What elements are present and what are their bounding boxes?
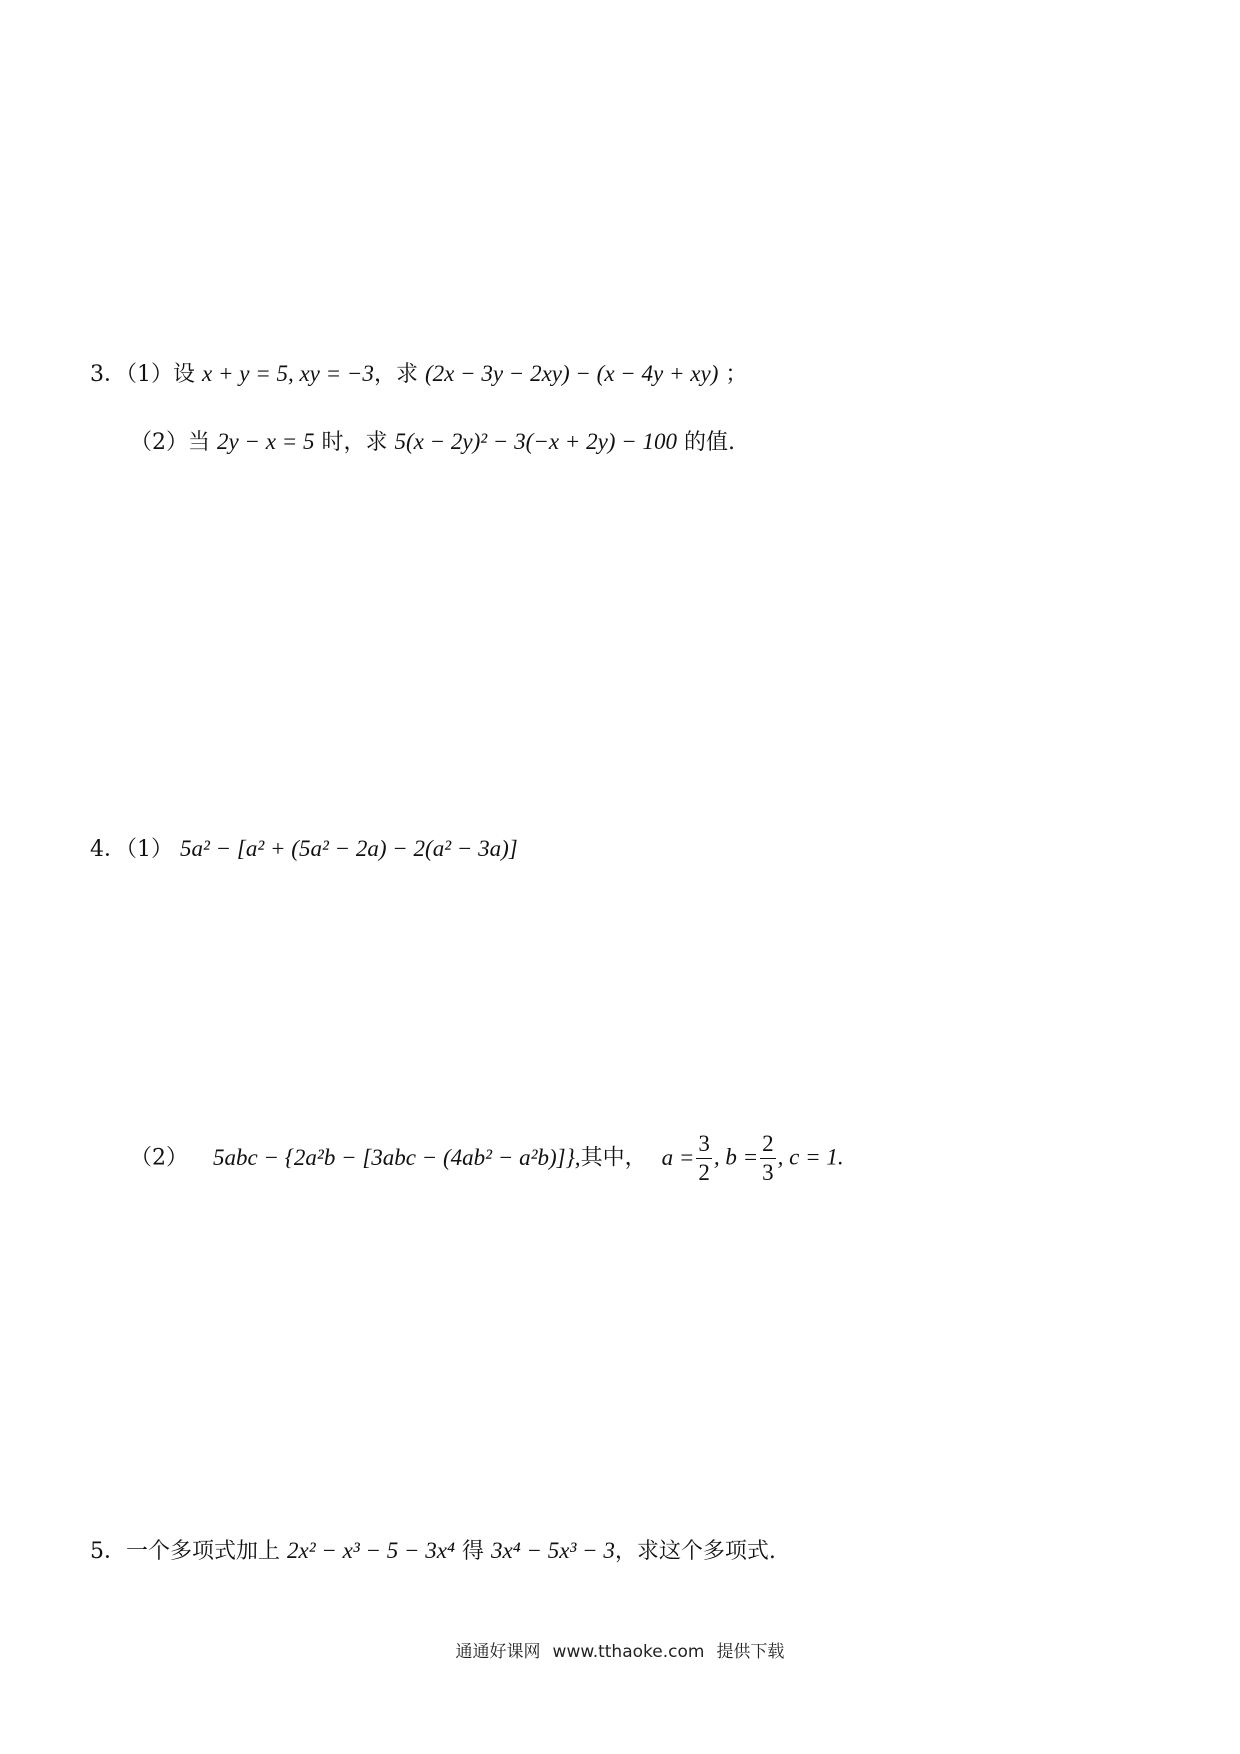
q3-part1-condition: x + y = 5, xy = −3 bbox=[202, 361, 374, 386]
q4-part1 bbox=[90, 837, 518, 861]
q4-part2-text: 其中， bbox=[580, 1145, 647, 1171]
q3-number: 3． bbox=[90, 362, 126, 387]
q4-part2 bbox=[130, 1132, 844, 1185]
q4-b-numerator: 2 bbox=[760, 1132, 776, 1159]
footer-action: 提供下载 bbox=[716, 1642, 785, 1662]
q4-a-denominator: 2 bbox=[698, 1160, 710, 1186]
q3-part2 bbox=[130, 430, 735, 454]
q5 bbox=[90, 1539, 776, 1563]
q4-c-part: , c = 1. bbox=[777, 1144, 844, 1170]
q3-part2-label: （2） bbox=[130, 430, 188, 455]
q5-text-start: 一个多项式加上 bbox=[126, 1539, 281, 1564]
q5-text-middle: 得 bbox=[462, 1539, 485, 1564]
q3-part1-prompt: ，求 bbox=[373, 362, 418, 387]
q3-part2-expression: 5(x − 2y)² − 3(−x + 2y) − 100 bbox=[394, 429, 677, 454]
q3-part2-condition: 2y − x = 5 bbox=[217, 429, 315, 454]
q4-b-fraction bbox=[760, 1132, 776, 1185]
q3-part2-prompt: 时，求 bbox=[321, 430, 388, 455]
q4-a-numerator: 3 bbox=[696, 1132, 712, 1159]
q5-expression-1: 2x² − x³ − 5 − 3x⁴ bbox=[287, 1538, 455, 1563]
q5-expression-2: 3x⁴ − 5x³ − 3 bbox=[491, 1538, 615, 1563]
q4-a-label: a = bbox=[661, 1144, 695, 1170]
q4-b-label: , b = bbox=[713, 1144, 759, 1170]
footer-site-name: 通通好课网 bbox=[455, 1642, 541, 1662]
q4-b-denominator: 3 bbox=[762, 1160, 774, 1186]
q3-part1-expression: (2x − 3y − 2xy) − (x − 4y + xy) bbox=[424, 361, 719, 386]
page-footer bbox=[0, 1637, 1240, 1662]
q3-part1-text: 设 bbox=[173, 362, 196, 387]
q4-part1-label: （1） bbox=[126, 837, 173, 862]
q3-part2-end: 的值. bbox=[683, 430, 735, 455]
footer-url: www.tthaoke.com bbox=[552, 1642, 705, 1662]
q3-part2-text: 当 bbox=[188, 430, 211, 455]
q4-part2-expression: 5abc − {2a²b − [3abc − (4ab² − a²b)]}, bbox=[213, 1144, 581, 1170]
q4-part1-expression: 5a² − [a² + (5a² − 2a) − 2(a² − 3a)] bbox=[180, 836, 518, 861]
q4-number: 4． bbox=[90, 837, 126, 862]
q4-a-fraction bbox=[696, 1132, 712, 1185]
q5-number: 5． bbox=[90, 1539, 126, 1564]
q3-part1 bbox=[90, 362, 747, 386]
q3-part1-end: ； bbox=[725, 362, 748, 387]
q4-part2-label: （2） bbox=[130, 1145, 188, 1171]
q3-part1-label: （1） bbox=[126, 362, 173, 387]
q5-text-end: ，求这个多项式. bbox=[614, 1539, 776, 1564]
